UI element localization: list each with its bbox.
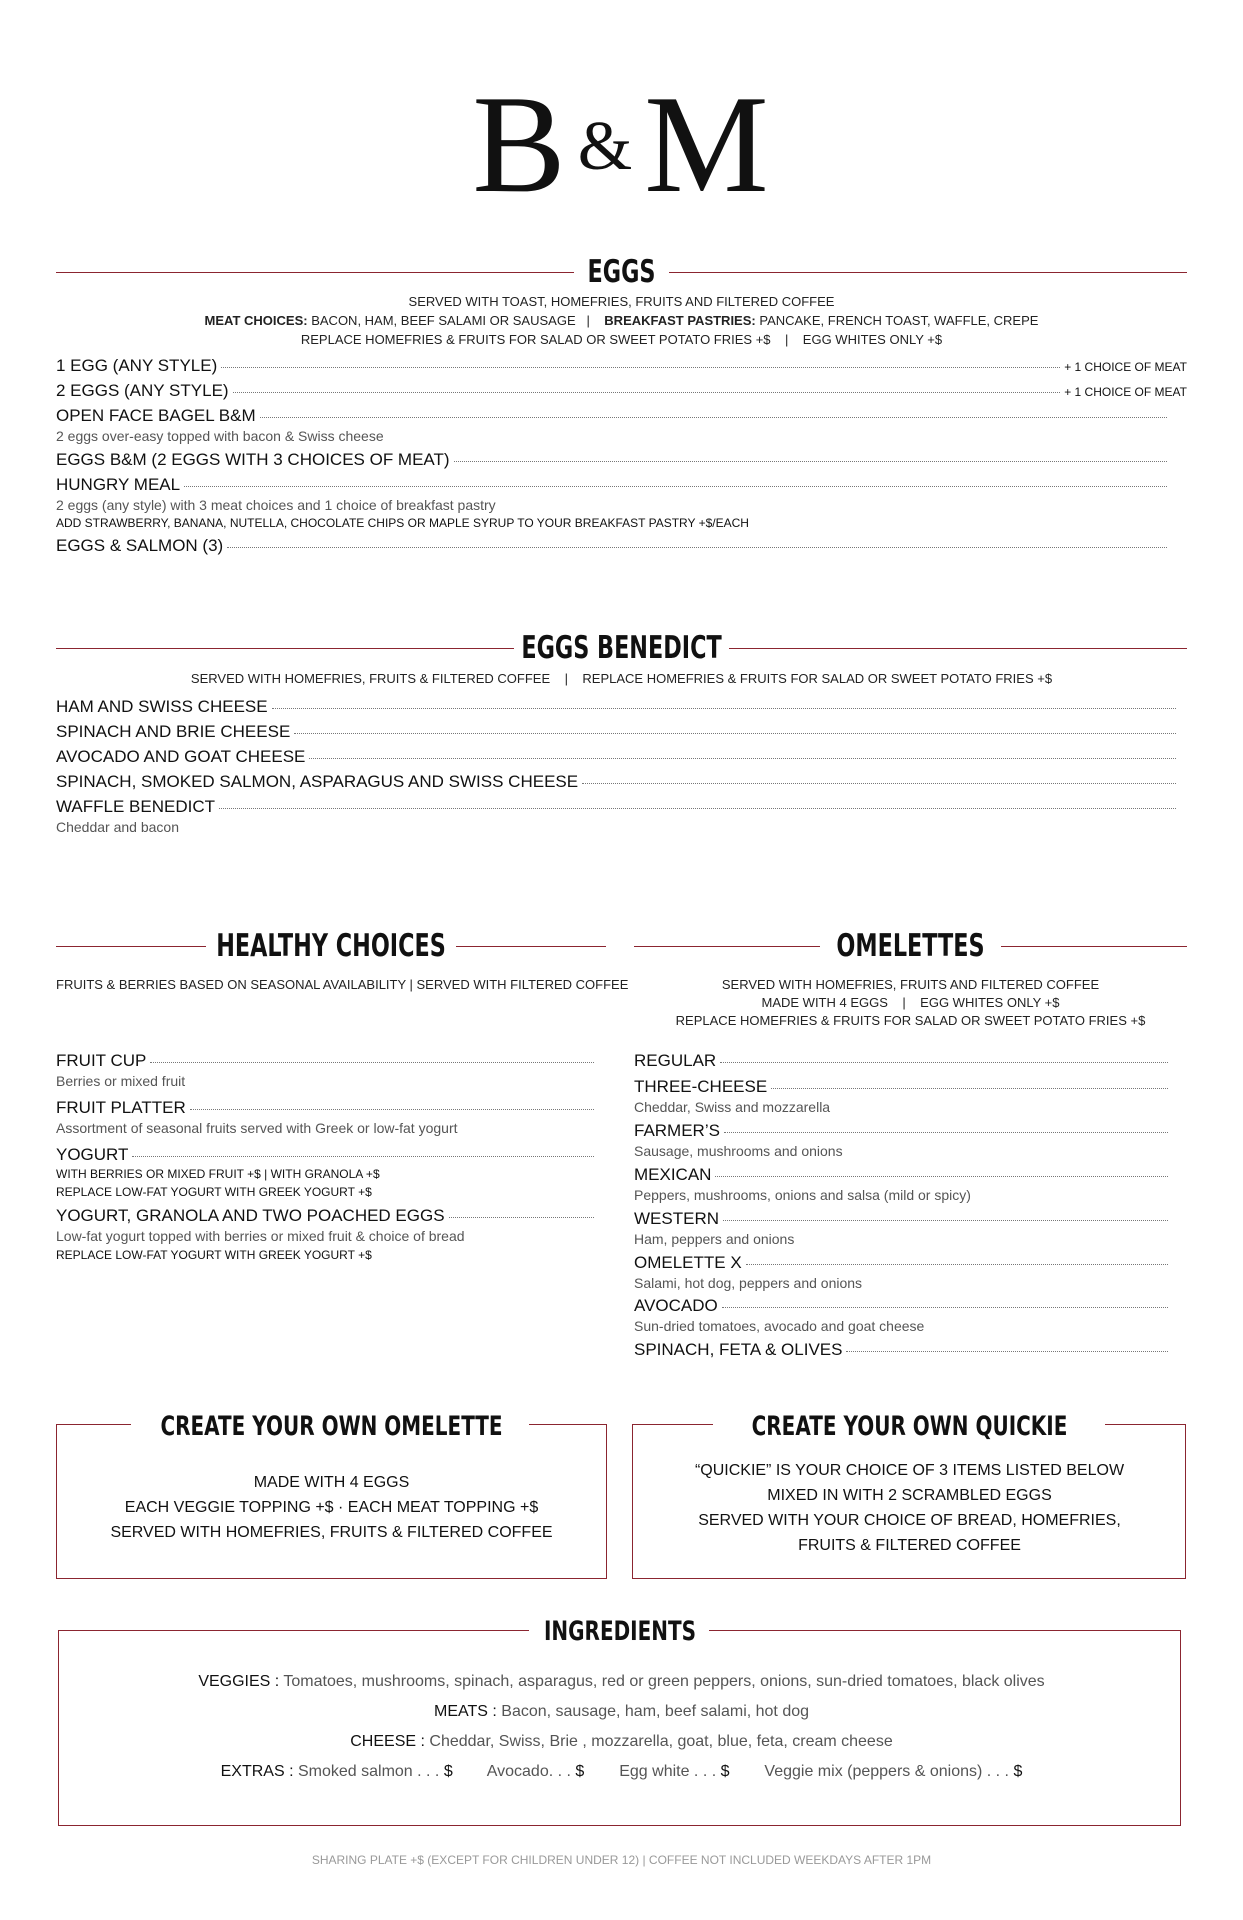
- leader-dots: [221, 366, 1060, 368]
- extra-name: Avocado. . .: [486, 1763, 571, 1780]
- leader-dots: [582, 782, 1176, 784]
- item-description: Cheddar, Swiss and mozzarella: [634, 1099, 831, 1115]
- cheese-list: Cheddar, Swiss, Brie , mozzarella, goat, blue, feta, cream cheese: [429, 1733, 893, 1750]
- menu-item: [56, 475, 1171, 495]
- section-title: EGGS BENEDICT: [521, 630, 722, 666]
- create-quickie-line: “QUICKIE” IS YOUR CHOICE OF 3 ITEMS LISTED BELOW: [694, 1462, 1125, 1479]
- item-name: MEXICAN: [634, 1165, 712, 1184]
- leader-dots: [720, 1061, 1168, 1063]
- menu-item: [56, 797, 1180, 817]
- menu-item: [56, 536, 1171, 556]
- item-description: Peppers, mushrooms, onions and salsa (mild or spicy): [634, 1187, 971, 1203]
- extra-name: Egg white . . .: [619, 1763, 717, 1780]
- healthy-section-header: [56, 926, 606, 966]
- meat-choices-text: BACON, HAM, BEEF SALAMI OR SAUSAGE |: [311, 313, 601, 328]
- item-name: EGGS B&M (2 EGGS WITH 3 CHOICES OF MEAT): [56, 450, 450, 469]
- item-note: ADD STRAWBERRY, BANANA, NUTELLA, CHOCOLATE CHIPS OR MAPLE SYRUP TO YOUR BREAKFAST PASTRY +$/EACH: [56, 516, 749, 530]
- menu-item: [56, 747, 1180, 767]
- benedict-section-header: [56, 628, 1187, 668]
- create-omelette-line: SERVED WITH HOMEFRIES, FRUITS & FILTERED COFFEE: [110, 1524, 553, 1541]
- item-name: 1 EGG (ANY STYLE): [56, 356, 218, 375]
- item-description: Berries or mixed fruit: [56, 1073, 186, 1089]
- leader-dots: [190, 1108, 594, 1110]
- item-name: YOGURT, GRANOLA AND TWO POACHED EGGS: [56, 1206, 445, 1225]
- item-name: WAFFLE BENEDICT: [56, 797, 215, 816]
- item-description: Assortment of seasonal fruits served with Greek or low-fat yogurt: [56, 1120, 458, 1136]
- item-note: WITH BERRIES OR MIXED FRUIT +$ | WITH GRANOLA +$: [56, 1167, 380, 1181]
- menu-item: [56, 381, 1187, 401]
- ingredients-extras: [60, 1763, 1183, 1781]
- eggs-section-header: [56, 252, 1187, 292]
- leader-dots: [724, 1131, 1168, 1133]
- item-name: HUNGRY MEAL: [56, 475, 181, 494]
- create-omelette-line: EACH VEGGIE TOPPING +$ · EACH MEAT TOPPING +$: [124, 1499, 539, 1516]
- item-name: OPEN FACE BAGEL B&M: [56, 406, 256, 425]
- eggs-info-2: [0, 313, 1243, 328]
- meat-choices-label: MEAT CHOICES:: [204, 313, 308, 328]
- item-description: Cheddar and bacon: [56, 819, 179, 835]
- item-name: YOGURT: [56, 1145, 129, 1164]
- leader-dots: [723, 1219, 1168, 1221]
- leader-dots: [722, 1306, 1168, 1308]
- omelettes-info-1: SERVED WITH HOMEFRIES, FRUITS AND FILTERED COFFEE: [721, 977, 1100, 992]
- extra-price: $: [575, 1763, 585, 1780]
- item-description: Low-fat yogurt topped with berries or mixed fruit & choice of bread: [56, 1228, 465, 1244]
- menu-item: [56, 697, 1180, 717]
- item-description: Ham, peppers and onions: [634, 1231, 795, 1247]
- extra-price: $: [443, 1763, 453, 1780]
- create-quickie-title: CREATE YOUR OWN QUICKIE: [751, 1411, 1068, 1442]
- item-description: 2 eggs (any style) with 3 meat choices and 1 choice of breakfast pastry: [56, 497, 496, 513]
- item-name: 2 EGGS (ANY STYLE): [56, 381, 229, 400]
- menu-item: [634, 1253, 1172, 1273]
- pastries-label: BREAKFAST PASTRIES:: [604, 313, 756, 328]
- ingredients-title: INGREDIENTS: [543, 1616, 697, 1647]
- extra-price: $: [1013, 1763, 1023, 1780]
- leader-dots: [846, 1350, 1168, 1352]
- logo-letter-b: B: [472, 67, 568, 222]
- item-name: AVOCADO: [634, 1296, 718, 1315]
- leader-dots: [294, 732, 1176, 734]
- logo-ampersand: &: [577, 108, 635, 185]
- leader-dots: [184, 485, 1167, 487]
- leader-dots: [715, 1175, 1168, 1177]
- extra-price: $: [720, 1763, 730, 1780]
- item-name: FARMER’S: [634, 1121, 720, 1140]
- create-quickie-line: FRUITS & FILTERED COFFEE: [798, 1537, 1021, 1554]
- menu-item: [56, 1145, 598, 1165]
- create-omelette-title: CREATE YOUR OWN OMELETTE: [160, 1411, 503, 1442]
- leader-dots: [227, 546, 1167, 548]
- item-price: + 1 CHOICE OF MEAT: [1064, 385, 1187, 399]
- menu-item: [56, 772, 1180, 792]
- menu-item: [56, 1206, 598, 1226]
- veggies-list: Tomatoes, mushrooms, spinach, asparagus, red or green peppers, onions, sun-dried tomatoes, black olives: [283, 1673, 1045, 1690]
- eggs-info-1: SERVED WITH TOAST, HOMEFRIES, FRUITS AND FILTERED COFFEE: [408, 294, 835, 309]
- pastries-text: PANCAKE, FRENCH TOAST, WAFFLE, CREPE: [759, 313, 1039, 328]
- meats-list: Bacon, sausage, ham, beef salami, hot dog: [501, 1703, 810, 1720]
- ingredients-veggies: [60, 1673, 1183, 1691]
- item-name: EGGS & SALMON (3): [56, 536, 224, 555]
- leader-dots: [309, 757, 1176, 759]
- create-omelette-line: MADE WITH 4 EGGS: [253, 1474, 410, 1491]
- menu-item: [634, 1165, 1172, 1185]
- menu-item: [634, 1077, 1172, 1097]
- item-name: SPINACH AND BRIE CHEESE: [56, 722, 291, 741]
- item-price: + 1 CHOICE OF MEAT: [1064, 360, 1187, 374]
- leader-dots: [771, 1087, 1168, 1089]
- ingredients-box: [58, 1630, 1181, 1826]
- item-name: AVOCADO AND GOAT CHEESE: [56, 747, 306, 766]
- section-title: EGGS: [587, 254, 656, 290]
- omelettes-info-2: MADE WITH 4 EGGS | EGG WHITES ONLY +$: [761, 995, 1060, 1010]
- cheese-label: CHEESE :: [350, 1733, 425, 1750]
- item-name: FRUIT CUP: [56, 1051, 147, 1070]
- footer-note: SHARING PLATE +$ (EXCEPT FOR CHILDREN UNDER 12) | COFFEE NOT INCLUDED WEEKDAYS AFTER 1PM: [311, 1853, 932, 1867]
- menu-item: [56, 450, 1171, 470]
- meats-label: MEATS :: [433, 1703, 497, 1720]
- menu-item: [634, 1340, 1172, 1360]
- leader-dots: [150, 1061, 594, 1063]
- healthy-info: FRUITS & BERRIES BASED ON SEASONAL AVAILABILITY | SERVED WITH FILTERED COFFEE: [56, 977, 629, 992]
- menu-item: [56, 1098, 598, 1118]
- brand-logo: [0, 67, 1243, 222]
- item-name: SPINACH, SMOKED SALMON, ASPARAGUS AND SWISS CHEESE: [56, 772, 579, 791]
- leader-dots: [746, 1263, 1168, 1265]
- leader-dots: [260, 416, 1167, 418]
- create-quickie-line: SERVED WITH YOUR CHOICE OF BREAD, HOMEFRIES,: [698, 1512, 1121, 1529]
- extras-label: EXTRAS :: [220, 1763, 294, 1780]
- item-description: Sun-dried tomatoes, avocado and goat cheese: [634, 1318, 925, 1334]
- veggies-label: VEGGIES :: [198, 1673, 280, 1690]
- leader-dots: [219, 807, 1176, 809]
- omelettes-info-3: REPLACE HOMEFRIES & FRUITS FOR SALAD OR SWEET POTATO FRIES +$: [675, 1013, 1146, 1028]
- item-name: THREE-CHEESE: [634, 1077, 768, 1096]
- benedict-info: SERVED WITH HOMEFRIES, FRUITS & FILTERED COFFEE | REPLACE HOMEFRIES & FRUITS FOR SALAD OR SWEET POTATO FRIES +$: [190, 671, 1053, 686]
- menu-item: [56, 406, 1171, 426]
- ingredients-meats: [60, 1703, 1183, 1721]
- item-name: SPINACH, FETA & OLIVES: [634, 1340, 843, 1359]
- create-quickie-line: MIXED IN WITH 2 SCRAMBLED EGGS: [767, 1487, 1052, 1504]
- item-name: REGULAR: [634, 1051, 717, 1070]
- item-note: REPLACE LOW-FAT YOGURT WITH GREEK YOGURT +$: [56, 1248, 372, 1262]
- item-name: FRUIT PLATTER: [56, 1098, 186, 1117]
- ingredients-cheese: [60, 1733, 1183, 1751]
- logo-letter-m: M: [644, 67, 771, 222]
- menu-item: [634, 1296, 1172, 1316]
- extra-name: Smoked salmon . . .: [297, 1763, 440, 1780]
- menu-item: [634, 1051, 1172, 1071]
- item-description: Salami, hot dog, peppers and onions: [634, 1275, 863, 1291]
- menu-item: [56, 356, 1187, 376]
- menu-item: [634, 1209, 1172, 1229]
- eggs-info-3: REPLACE HOMEFRIES & FRUITS FOR SALAD OR SWEET POTATO FRIES +$ | EGG WHITES ONLY +$: [300, 332, 943, 347]
- item-name: OMELETTE X: [634, 1253, 742, 1272]
- item-note: REPLACE LOW-FAT YOGURT WITH GREEK YOGURT +$: [56, 1185, 372, 1199]
- omelettes-section-header: [634, 926, 1187, 966]
- leader-dots: [233, 391, 1061, 393]
- item-description: Sausage, mushrooms and onions: [634, 1143, 843, 1159]
- menu-item: [634, 1121, 1172, 1141]
- leader-dots: [272, 707, 1176, 709]
- section-title: HEALTHY CHOICES: [216, 928, 446, 964]
- leader-dots: [449, 1216, 594, 1218]
- item-name: HAM AND SWISS CHEESE: [56, 697, 268, 716]
- item-description: 2 eggs over-easy topped with bacon & Swiss cheese: [56, 428, 384, 444]
- menu-item: [56, 722, 1180, 742]
- menu-item: [56, 1051, 598, 1071]
- section-title: OMELETTES: [836, 928, 985, 964]
- leader-dots: [454, 460, 1167, 462]
- leader-dots: [132, 1155, 594, 1157]
- item-name: WESTERN: [634, 1209, 719, 1228]
- extra-name: Veggie mix (peppers & onions) . . .: [764, 1763, 1009, 1780]
